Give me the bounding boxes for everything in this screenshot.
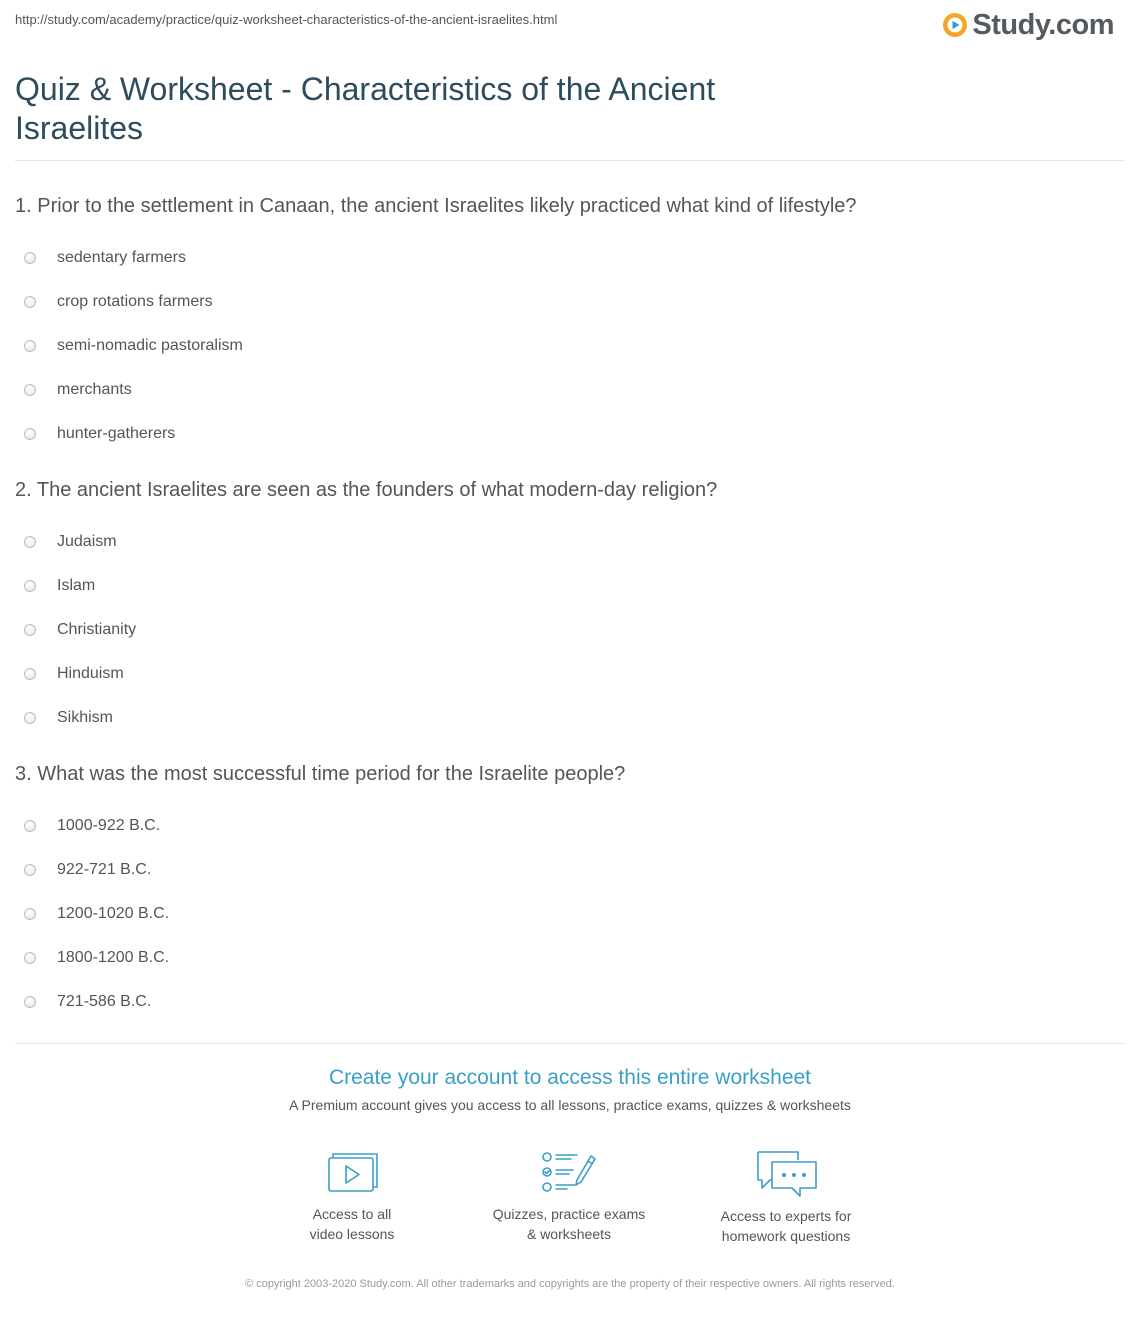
radio-button[interactable] xyxy=(24,296,36,308)
option-label: 1200-1020 B.C. xyxy=(57,905,170,922)
feature-label-line: homework questions xyxy=(721,1228,851,1244)
feature-label-line: Access to experts for xyxy=(720,1208,852,1224)
study-logo[interactable] xyxy=(942,8,1114,42)
option-label: hunter-gatherers xyxy=(57,425,176,442)
answer-options xyxy=(15,806,1125,1026)
question-2 xyxy=(15,478,1125,742)
question-text: 3. What was the most successful time period for the Israelite people? xyxy=(15,763,626,785)
copyright-footer: © copyright 2003-2020 Study.com. All other trademarks and copyrights are the property of their respective owners. All rights reserved. xyxy=(245,1278,895,1290)
answer-option[interactable] xyxy=(15,894,1125,938)
option-label: 1800-1200 B.C. xyxy=(57,949,170,966)
video-lesson-icon xyxy=(326,1150,378,1194)
answer-option[interactable] xyxy=(15,806,1125,850)
logo-text: Study.com xyxy=(972,8,1114,41)
option-label: Sikhism xyxy=(57,709,114,726)
radio-button[interactable] xyxy=(24,340,36,352)
answer-option[interactable] xyxy=(15,414,1125,458)
feature-video-lessons xyxy=(252,1150,452,1244)
option-label: Islam xyxy=(57,577,96,594)
question-text: 2. The ancient Israelites are seen as the founders of what modern-day religion? xyxy=(15,479,718,501)
radio-button[interactable] xyxy=(24,952,36,964)
answer-option[interactable] xyxy=(15,566,1125,610)
option-label: Christianity xyxy=(57,621,137,638)
option-label: 1000-922 B.C. xyxy=(57,817,161,834)
answer-option[interactable] xyxy=(15,938,1125,982)
radio-button[interactable] xyxy=(24,864,36,876)
radio-button[interactable] xyxy=(24,580,36,592)
radio-button[interactable] xyxy=(24,820,36,832)
radio-button[interactable] xyxy=(24,252,36,264)
question-3 xyxy=(15,762,1125,1026)
answer-option[interactable] xyxy=(15,326,1125,370)
answer-options xyxy=(15,522,1125,742)
answer-option[interactable] xyxy=(15,982,1125,1026)
radio-button[interactable] xyxy=(24,712,36,724)
option-label: crop rotations farmers xyxy=(57,293,213,310)
radio-button[interactable] xyxy=(24,384,36,396)
question-text: 1. Prior to the settlement in Canaan, the ancient Israelites likely practiced what kind of lifestyle? xyxy=(15,195,857,217)
answer-option[interactable] xyxy=(15,698,1125,742)
radio-button[interactable] xyxy=(24,668,36,680)
feature-quizzes xyxy=(469,1150,669,1244)
feature-label-line: & worksheets xyxy=(526,1226,612,1242)
option-label: 721-586 B.C. xyxy=(57,993,152,1010)
option-label: sedentary farmers xyxy=(57,249,186,266)
header-divider xyxy=(15,160,1125,161)
cta-divider xyxy=(15,1043,1125,1044)
radio-button[interactable] xyxy=(24,996,36,1008)
radio-button[interactable] xyxy=(24,428,36,440)
play-logo-icon xyxy=(942,12,968,38)
feature-label xyxy=(469,1204,669,1244)
page-url: http://study.com/academy/practice/quiz-worksheet-characteristics-of-the-ancient-israelites.html xyxy=(15,12,558,27)
answer-options xyxy=(15,238,1125,458)
answer-option[interactable] xyxy=(15,282,1125,326)
answer-option[interactable] xyxy=(15,850,1125,894)
feature-experts xyxy=(686,1150,886,1246)
option-label: Hinduism xyxy=(57,665,124,682)
answer-option[interactable] xyxy=(15,654,1125,698)
option-label: 922-721 B.C. xyxy=(57,861,152,878)
feature-label xyxy=(686,1206,886,1246)
option-label: semi-nomadic pastoralism xyxy=(57,337,243,354)
feature-label-line: Quizzes, practice exams xyxy=(492,1206,646,1222)
feature-label-line: Access to all xyxy=(312,1206,392,1222)
question-1 xyxy=(15,194,1125,458)
page-title: Quiz & Worksheet - Characteristics of the Ancient Israelites xyxy=(15,71,716,146)
chat-bubbles-icon xyxy=(754,1150,818,1200)
answer-option[interactable] xyxy=(15,370,1125,414)
answer-option[interactable] xyxy=(15,610,1125,654)
create-account-link[interactable]: Create your account to access this entire worksheet xyxy=(328,1066,812,1089)
radio-button[interactable] xyxy=(24,536,36,548)
answer-option[interactable] xyxy=(15,238,1125,282)
option-label: merchants xyxy=(57,381,132,398)
quiz-checklist-icon xyxy=(541,1150,597,1194)
radio-button[interactable] xyxy=(24,624,36,636)
feature-label xyxy=(252,1204,452,1244)
answer-option[interactable] xyxy=(15,522,1125,566)
feature-label-line: video lessons xyxy=(309,1226,395,1242)
radio-button[interactable] xyxy=(24,908,36,920)
cta-subtitle: A Premium account gives you access to all lessons, practice exams, quizzes & worksheets xyxy=(289,1097,851,1113)
option-label: Judaism xyxy=(57,533,117,550)
